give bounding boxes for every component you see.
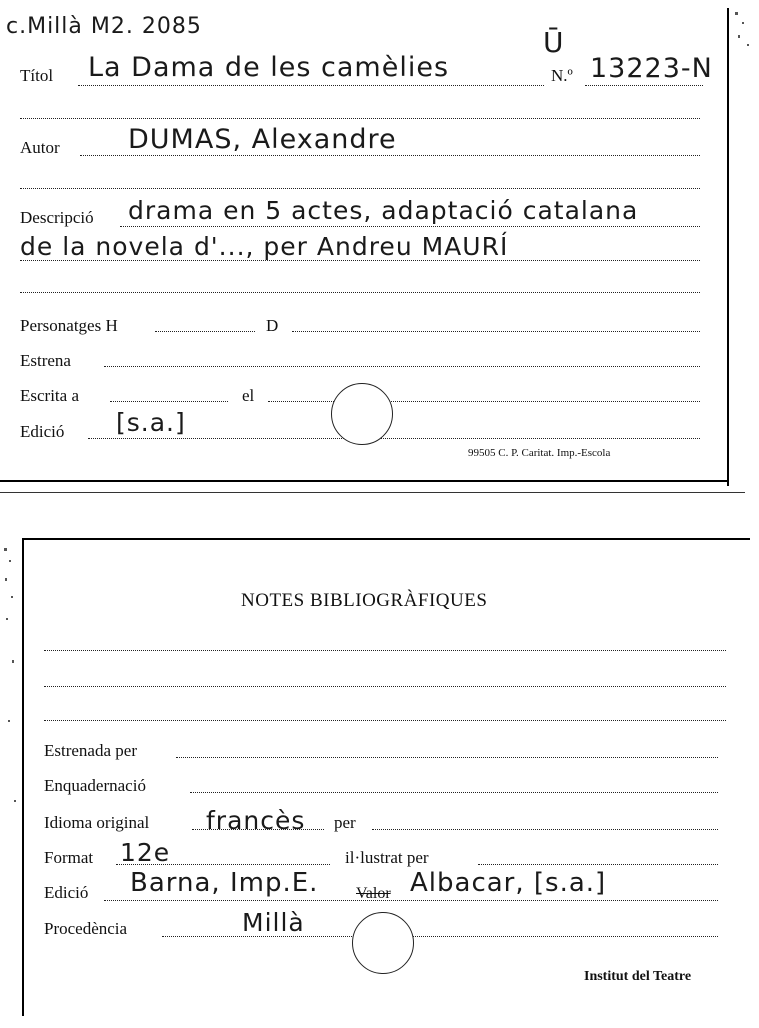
value-edicio-top: [s.a.]: [116, 408, 186, 437]
value-numero: 13223-N: [590, 53, 713, 84]
label-numero: N.º: [551, 66, 573, 85]
line-personatges-h: [155, 331, 255, 332]
label-idioma-original: Idioma original: [44, 813, 150, 832]
label-edicio-top: Edició: [20, 422, 65, 441]
scan-noise-left: [4, 548, 7, 551]
institution-footer: Institut del Teatre: [584, 969, 692, 984]
line-illustrat-per: [478, 864, 718, 865]
card-top-bottom-edge: [0, 480, 728, 482]
printer-note: 99505 C. P. Caritat. Imp.-Escola: [468, 447, 611, 459]
value-edicio-bottom-part2: Albacar, [s.a.]: [410, 868, 607, 898]
line-descripcio-3: [20, 292, 700, 293]
value-descripcio-2: de la novela d'..., per Andreu MAURÍ: [20, 232, 509, 261]
value-edicio-bottom-part1: Barna, Imp.E.: [130, 868, 319, 898]
card-bottom-top-edge: [22, 538, 750, 540]
label-personatges-h: Personatges H: [20, 316, 118, 335]
scan-noise-left: [5, 578, 7, 581]
line-enquadernacio: [190, 792, 718, 793]
value-format: 12e: [120, 838, 171, 867]
card-bottom-left-edge: [22, 538, 24, 1016]
line-estrenada-per: [176, 757, 718, 758]
scan-noise-left: [11, 596, 13, 598]
value-edicio-bottom-struck: Valor: [356, 885, 391, 902]
bibliographic-notes-heading: NOTES BIBLIOGRÀFIQUES: [241, 590, 488, 611]
line-descripcio: [120, 226, 700, 227]
line-idioma-per: [372, 829, 718, 830]
card-punch-hole-top: [331, 383, 393, 445]
handwritten-catalog-header: c.Millà M2. 2085: [6, 14, 202, 39]
label-autor: Autor: [20, 138, 60, 157]
label-enquadernacio: Enquadernació: [44, 776, 146, 795]
scan-noise-right: [735, 12, 738, 15]
value-procedencia: Millà: [242, 908, 305, 937]
label-illustrat-per: il·lustrat per: [345, 848, 429, 867]
line-titol: [78, 85, 544, 86]
line-edicio-top: [88, 438, 700, 439]
line-autor: [80, 155, 700, 156]
scan-noise-right: [747, 44, 749, 46]
scan-noise-left: [12, 660, 14, 663]
scan-noise-right: [742, 22, 744, 24]
line-notes-2: [44, 686, 726, 687]
line-notes-3: [44, 720, 726, 721]
value-descripcio-1: drama en 5 actes, adaptació catalana: [128, 196, 639, 225]
label-procedencia: Procedència: [44, 919, 128, 938]
label-personatges-d: D: [266, 316, 279, 335]
handwritten-extra-mark: Ū: [543, 26, 565, 59]
card-shadow-line: [0, 492, 745, 493]
line-escrita-a: [110, 401, 228, 402]
value-idioma-original: francès: [206, 806, 306, 835]
scan-noise-left: [9, 560, 11, 562]
label-escrita-a: Escrita a: [20, 386, 79, 405]
value-titol: La Dama de les camèlies: [88, 52, 450, 83]
value-autor: DUMAS, Alexandre: [128, 124, 397, 155]
line-titol-extra: [20, 118, 700, 119]
line-edicio-bottom: [104, 900, 718, 901]
line-autor-extra: [20, 188, 700, 189]
label-descripcio: Descripció: [20, 208, 94, 227]
line-numero: [585, 85, 703, 86]
card-top-right-edge: [727, 8, 729, 486]
label-el: el: [242, 386, 255, 405]
label-idioma-per: per: [334, 813, 356, 832]
scan-noise-left: [6, 618, 8, 620]
label-estrena: Estrena: [20, 351, 71, 370]
scan-noise-left: [14, 800, 16, 802]
line-personatges-d: [292, 331, 700, 332]
scan-noise-left: [8, 720, 10, 722]
scan-noise-right: [738, 35, 740, 38]
label-edicio-bottom: Edició: [44, 883, 89, 902]
label-estrenada-per: Estrenada per: [44, 741, 137, 760]
label-titol: Títol: [20, 66, 54, 85]
label-format: Format: [44, 848, 94, 867]
line-estrena: [104, 366, 700, 367]
card-punch-hole-bottom: [352, 912, 414, 974]
line-notes-1: [44, 650, 726, 651]
